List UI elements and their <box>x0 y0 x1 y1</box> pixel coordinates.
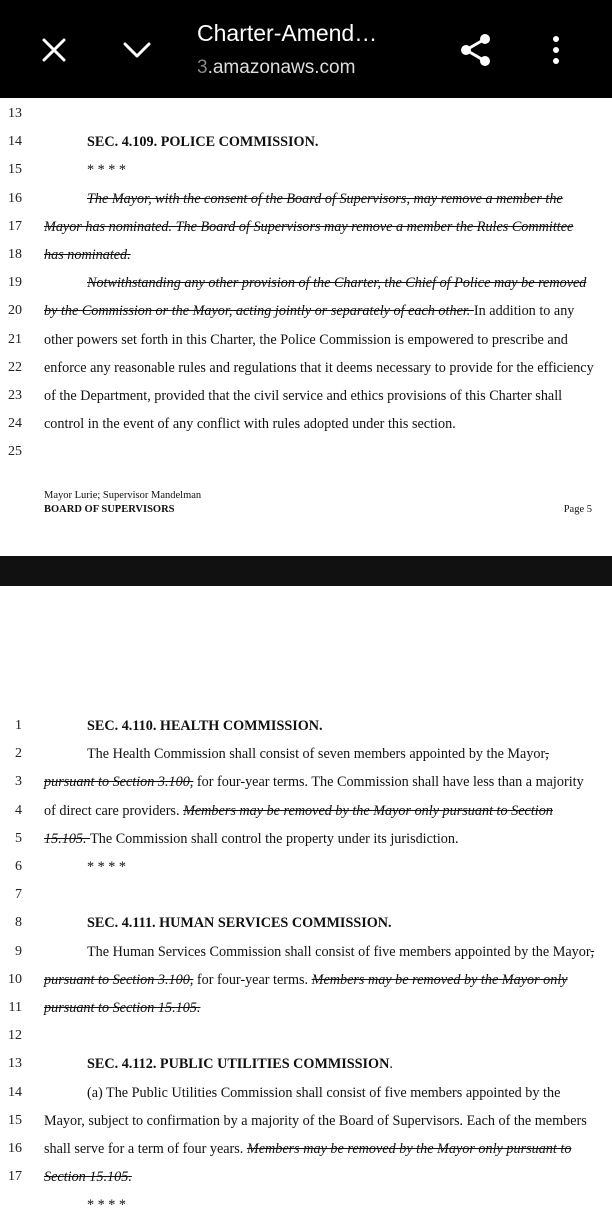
line-number: 12 <box>8 1028 22 1044</box>
document-page-5 <box>0 98 612 556</box>
deleted-text: pursuant to Section 3.100, <box>44 971 194 988</box>
line-number: 5 <box>15 830 22 846</box>
line-number: 15 <box>8 162 22 178</box>
line-text: * * * * <box>87 162 127 179</box>
line-text: * * * * <box>87 1197 127 1214</box>
line-number: 25 <box>8 444 22 460</box>
line-number: 3 <box>15 774 22 790</box>
line-number: 16 <box>8 1141 22 1156</box>
document-line <box>87 1056 393 1073</box>
line-number: 13 <box>8 1056 22 1072</box>
line-text: control in the event of any conflict with rules adopted under this section. <box>44 416 456 433</box>
document-page-6 <box>0 586 612 1214</box>
line-number: 20 <box>8 303 22 319</box>
line-text: for four-year terms. The Commission shall have less than a majority <box>193 774 584 791</box>
line-text: of direct care providers. <box>44 802 184 819</box>
deleted-text: Members may be removed by the Mayor only pursuant to <box>246 1141 572 1157</box>
browser-toolbar <box>0 0 612 98</box>
line-number: 11 <box>8 1000 22 1015</box>
document-line <box>44 1141 571 1158</box>
line-number: 6 <box>15 859 22 874</box>
document-line <box>44 1113 587 1130</box>
section-heading: SEC. 4.110. HEALTH COMMISSION. <box>87 718 323 734</box>
document-line <box>44 831 459 848</box>
deleted-text: pursuant to Section 15.105. <box>44 1000 201 1016</box>
deleted-text: The Mayor, with the consent of the Board of Supervisors, may remove a member the <box>87 190 563 207</box>
line-number: 13 <box>8 106 22 121</box>
url-domain: .amazonaws.com <box>207 57 356 78</box>
document-line <box>87 191 563 208</box>
line-number: 17 <box>8 218 22 234</box>
line-text: other powers set forth in this Charter, the Police Commission is empowered to prescribe and <box>44 331 568 348</box>
deleted-text: by the Commission or the Mayor, acting jointly or separately of each other. <box>44 303 474 320</box>
deleted-text: Section 15.105. <box>44 1169 132 1186</box>
line-text: enforce any reasonable rules and regulations that it deems necessary to provide for the efficiency <box>44 359 594 376</box>
line-number: 1 <box>15 718 22 733</box>
more-vertical-icon[interactable] <box>532 26 580 74</box>
page-number: Page 5 <box>563 504 592 515</box>
document-line <box>44 972 568 989</box>
document-line <box>87 859 126 876</box>
deleted-text: , <box>590 943 595 960</box>
line-text: The Human Services Commission shall consist of five members appointed by the Mayor <box>87 943 591 960</box>
line-text: for four-year terms. <box>193 971 312 988</box>
section-heading: SEC. 4.112. PUBLIC UTILITIES COMMISSION <box>87 1056 390 1073</box>
footer-board: BOARD OF SUPERVISORS <box>44 504 175 515</box>
document-line <box>44 388 562 405</box>
document-line <box>87 746 549 763</box>
line-number: 24 <box>8 416 22 432</box>
document-line <box>44 1000 200 1017</box>
document-line <box>44 803 553 820</box>
line-number: 15 <box>8 1112 22 1128</box>
document-line <box>87 1085 560 1102</box>
document-line <box>87 718 323 735</box>
line-text: (a) The Public Utilities Commission shall consist of five members appointed by the <box>87 1084 561 1101</box>
line-text: * * * * <box>87 859 127 875</box>
line-number: 17 <box>8 1169 22 1185</box>
document-line <box>87 134 318 151</box>
line-number: 7 <box>15 887 22 903</box>
line-number: 8 <box>15 915 22 931</box>
line-text: Mayor, subject to confirmation by a majority of the Board of Supervisors. Each of the members <box>44 1112 587 1129</box>
document-line <box>87 275 586 292</box>
deleted-text: has nominated. <box>44 247 131 263</box>
document-line <box>44 360 594 377</box>
line-number: 10 <box>8 971 22 987</box>
footer-sponsors: Mayor Lurie; Supervisor Mandelman <box>44 490 202 501</box>
line-number: 14 <box>8 1084 22 1100</box>
document-line <box>44 219 573 236</box>
document-line <box>44 416 456 433</box>
deleted-text: Mayor has nominated. The Board of Supervisors may remove a member the Rules Committee <box>44 218 574 235</box>
document-line <box>44 332 568 349</box>
section-heading: SEC. 4.111. HUMAN SERVICES COMMISSION. <box>87 915 392 932</box>
url-prefix: 3 <box>197 57 208 78</box>
deleted-text: Members may be removed by the Mayor only <box>311 971 568 988</box>
document-line <box>44 247 131 264</box>
document-line <box>44 303 574 320</box>
line-text: The Health Commission shall consist of seven members appointed by the Mayor <box>87 746 546 763</box>
document-line <box>44 774 584 791</box>
line-number: 23 <box>8 388 22 403</box>
page-divider <box>0 556 612 586</box>
document-line <box>87 944 594 961</box>
tab-title: Charter-Amend… <box>197 20 378 46</box>
line-text: . <box>389 1056 393 1073</box>
deleted-text: , <box>545 746 549 763</box>
document-line <box>44 1169 132 1186</box>
deleted-text: 15.105. <box>44 830 91 847</box>
line-text: In addition to any <box>473 303 575 320</box>
url-text[interactable] <box>197 57 355 79</box>
deleted-text: Notwithstanding any other provision of the Charter, the Chief of Police may be removed <box>87 275 587 292</box>
line-number: 2 <box>15 746 22 762</box>
deleted-text: Members may be removed by the Mayor only pursuant to Section <box>183 802 553 819</box>
line-number: 18 <box>8 247 22 262</box>
line-text: The Commission shall control the property under its jurisdiction. <box>90 830 459 847</box>
line-number: 22 <box>8 359 22 375</box>
line-number: 19 <box>8 275 22 291</box>
chevron-down-icon[interactable] <box>113 26 161 74</box>
section-heading: SEC. 4.109. POLICE COMMISSION. <box>87 134 319 151</box>
deleted-text: pursuant to Section 3.100, <box>44 774 194 791</box>
line-text: of the Department, provided that the civil service and ethics provisions of this Charter shall <box>44 388 563 404</box>
line-text: shall serve for a term of four years. <box>44 1141 247 1157</box>
share-icon[interactable] <box>452 26 500 74</box>
document-line <box>87 162 126 179</box>
close-icon[interactable] <box>30 26 78 74</box>
line-number: 16 <box>8 190 22 206</box>
line-number: 9 <box>15 943 22 959</box>
document-line <box>87 915 392 932</box>
line-number: 21 <box>8 331 22 347</box>
line-number: 4 <box>15 802 22 818</box>
line-number: 14 <box>8 134 22 150</box>
